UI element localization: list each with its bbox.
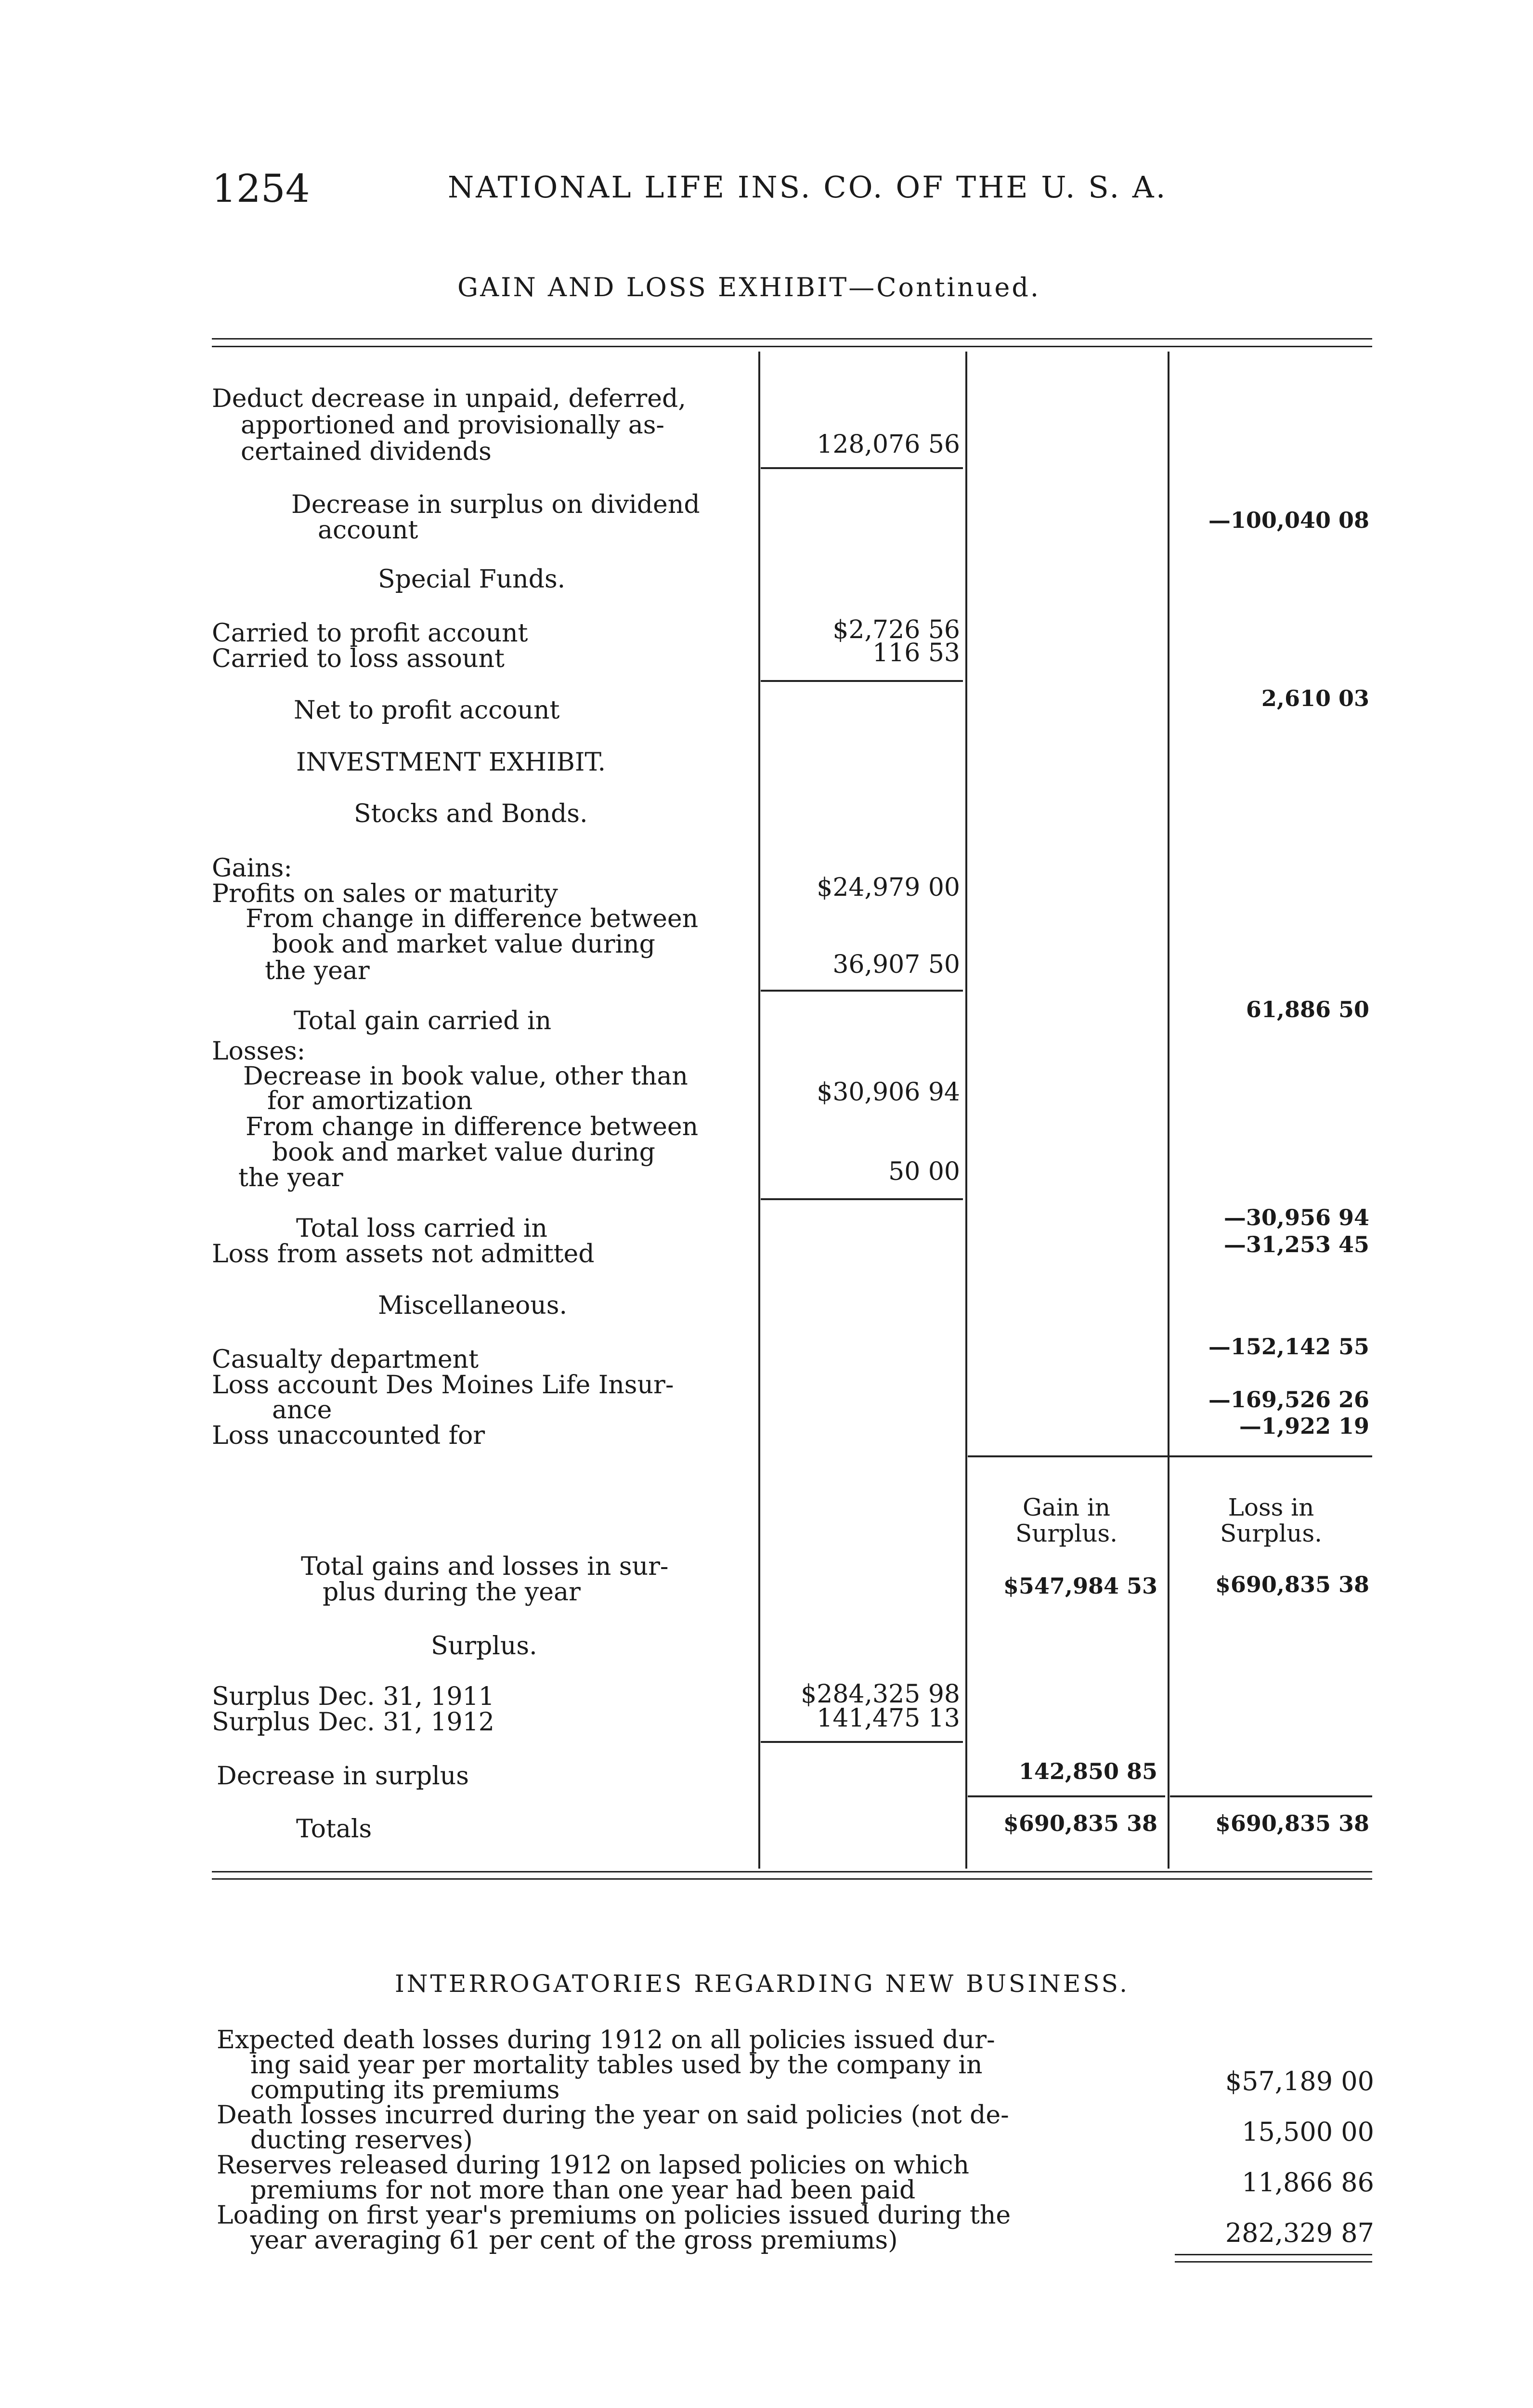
row-label: Profits on sales or maturity: [212, 879, 558, 908]
section-heading: Special Funds.: [378, 565, 566, 594]
interrogatory-line: ing said year per mortality tables used by the company in: [250, 2051, 983, 2080]
running-head: NATIONAL LIFE INS. CO. OF THE U. S. A.: [448, 170, 1168, 205]
row-label: Deduct decrease in unpaid, deferred,: [212, 384, 686, 413]
row-label: account: [318, 516, 418, 545]
row-label: Losses:: [212, 1037, 306, 1066]
amount-cell: $690,835 38: [1003, 1810, 1157, 1836]
amount-cell: $690,835 38: [1215, 1810, 1369, 1836]
interrogatories-title: INTERROGATORIES REGARDING NEW BUSINESS.: [395, 1970, 1130, 1998]
amount-cell: —152,142 55: [1208, 1334, 1369, 1360]
top-rule: [212, 338, 1372, 340]
sum-rule: [761, 990, 963, 992]
interrogatory-line: Loading on first year's premiums on policies issued during the: [217, 2201, 1011, 2230]
amount-cell: —100,040 08: [1208, 507, 1369, 533]
row-label: Total gains and losses in sur-: [301, 1552, 669, 1581]
row-label: Loss account Des Moines Life Insur-: [212, 1371, 674, 1400]
row-label: Decrease in book value, other than: [243, 1062, 688, 1091]
row-label: certained dividends: [241, 437, 492, 466]
interrogatory-value: 15,500 00: [1242, 2117, 1374, 2147]
row-label: for amortization: [267, 1086, 473, 1115]
row-label: Decrease in surplus on dividend: [291, 490, 700, 519]
interrogatory-value: 282,329 87: [1225, 2218, 1374, 2248]
amount-cell: $2,726 56: [832, 615, 960, 644]
section-subheading: Stocks and Bonds.: [354, 799, 588, 828]
column-header-loss: Surplus.: [1220, 1519, 1323, 1547]
amount-cell: —30,956 94: [1223, 1204, 1369, 1230]
amount-cell: 128,076 56: [817, 430, 960, 459]
exhibit-title: GAIN AND LOSS EXHIBIT—Continued.: [457, 272, 1041, 302]
amount-cell: $24,979 00: [817, 873, 960, 902]
page-number: 1254: [212, 166, 310, 211]
row-label: Totals: [296, 1815, 372, 1844]
row-label: plus during the year: [323, 1578, 581, 1607]
sum-rule: [968, 1795, 1165, 1797]
row-label: Carried to profit account: [212, 619, 528, 648]
amount-cell: $690,835 38: [1215, 1571, 1369, 1597]
section-heading: Miscellaneous.: [378, 1291, 567, 1320]
interrogatory-value: $57,189 00: [1225, 2066, 1374, 2096]
sum-rule: [761, 467, 963, 469]
sum-rule: [761, 1198, 963, 1200]
interrogatory-line: Death losses incurred during the year on said policies (not de-: [217, 2101, 1009, 2130]
section-heading: INVESTMENT EXHIBIT.: [296, 748, 606, 777]
interrogatory-line: ducting reserves): [250, 2126, 473, 2155]
column-head-rule: [968, 1455, 1372, 1457]
row-label: Loss from assets not admitted: [212, 1240, 595, 1269]
bottom-rule-double: [212, 1878, 1372, 1880]
row-label: apportioned and provisionally as-: [241, 411, 664, 440]
sum-rule: [1170, 1795, 1372, 1797]
row-label: Carried to loss assount: [212, 644, 505, 673]
amount-cell: $30,906 94: [817, 1078, 960, 1107]
amount-cell: —169,526 26: [1208, 1387, 1369, 1413]
row-label: Surplus Dec. 31, 1912: [212, 1708, 494, 1737]
row-label: Decrease in surplus: [217, 1762, 469, 1791]
interrogatory-line: Expected death losses during 1912 on all policies issued dur-: [217, 2026, 995, 2055]
column-header-gain: Surplus.: [1015, 1519, 1118, 1547]
column-header-loss: Loss in: [1228, 1493, 1314, 1521]
amount-cell: 50 00: [888, 1157, 960, 1186]
amount-cell: —31,253 45: [1223, 1231, 1369, 1257]
section-heading: Surplus.: [431, 1632, 537, 1661]
bottom-rule: [212, 1871, 1372, 1872]
row-label: From change in difference between: [246, 904, 699, 933]
amount-cell: —1,922 19: [1239, 1413, 1369, 1439]
row-label: Casualty department: [212, 1345, 479, 1374]
row-label: Gains:: [212, 854, 292, 883]
row-label: Loss unaccounted for: [212, 1421, 485, 1450]
sum-rule: [761, 1741, 963, 1743]
amount-cell: 142,850 85: [1018, 1758, 1157, 1784]
row-label: the year: [265, 956, 370, 985]
amount-cell: $284,325 98: [801, 1680, 960, 1709]
row-label: ance: [272, 1396, 332, 1425]
row-label: book and market value during: [272, 930, 655, 959]
row-label: Total gain carried in: [294, 1007, 552, 1035]
interrogatory-value: 11,866 86: [1242, 2167, 1374, 2198]
column-divider: [965, 352, 967, 1869]
row-label: the year: [238, 1164, 343, 1192]
amount-cell: 141,475 13: [817, 1704, 960, 1733]
amount-cell: 2,610 03: [1261, 685, 1369, 711]
column-header-gain: Gain in: [1022, 1493, 1111, 1521]
column-divider: [1168, 352, 1169, 1869]
interrogatory-line: computing its premiums: [250, 2076, 560, 2105]
amount-cell: 61,886 50: [1246, 996, 1369, 1022]
row-label: Surplus Dec. 31, 1911: [212, 1682, 494, 1711]
interrogatory-line: Reserves released during 1912 on lapsed policies on which: [217, 2151, 970, 2180]
row-label: Net to profit account: [294, 696, 560, 725]
row-label: Total loss carried in: [296, 1214, 548, 1243]
top-rule-double: [212, 346, 1372, 347]
row-label: From change in difference between: [246, 1112, 699, 1141]
interrogatory-line: year averaging 61 per cent of the gross premiums): [250, 2226, 898, 2255]
interrogatory-line: premiums for not more than one year had been paid: [250, 2176, 916, 2205]
amount-cell: 36,907 50: [832, 950, 960, 979]
amount-cell: 116 53: [872, 639, 960, 667]
total-double-rule: [1175, 2261, 1372, 2263]
row-label: book and market value during: [272, 1138, 655, 1167]
total-double-rule: [1175, 2254, 1372, 2255]
sum-rule: [761, 680, 963, 682]
amount-cell: $547,984 53: [1003, 1573, 1157, 1599]
